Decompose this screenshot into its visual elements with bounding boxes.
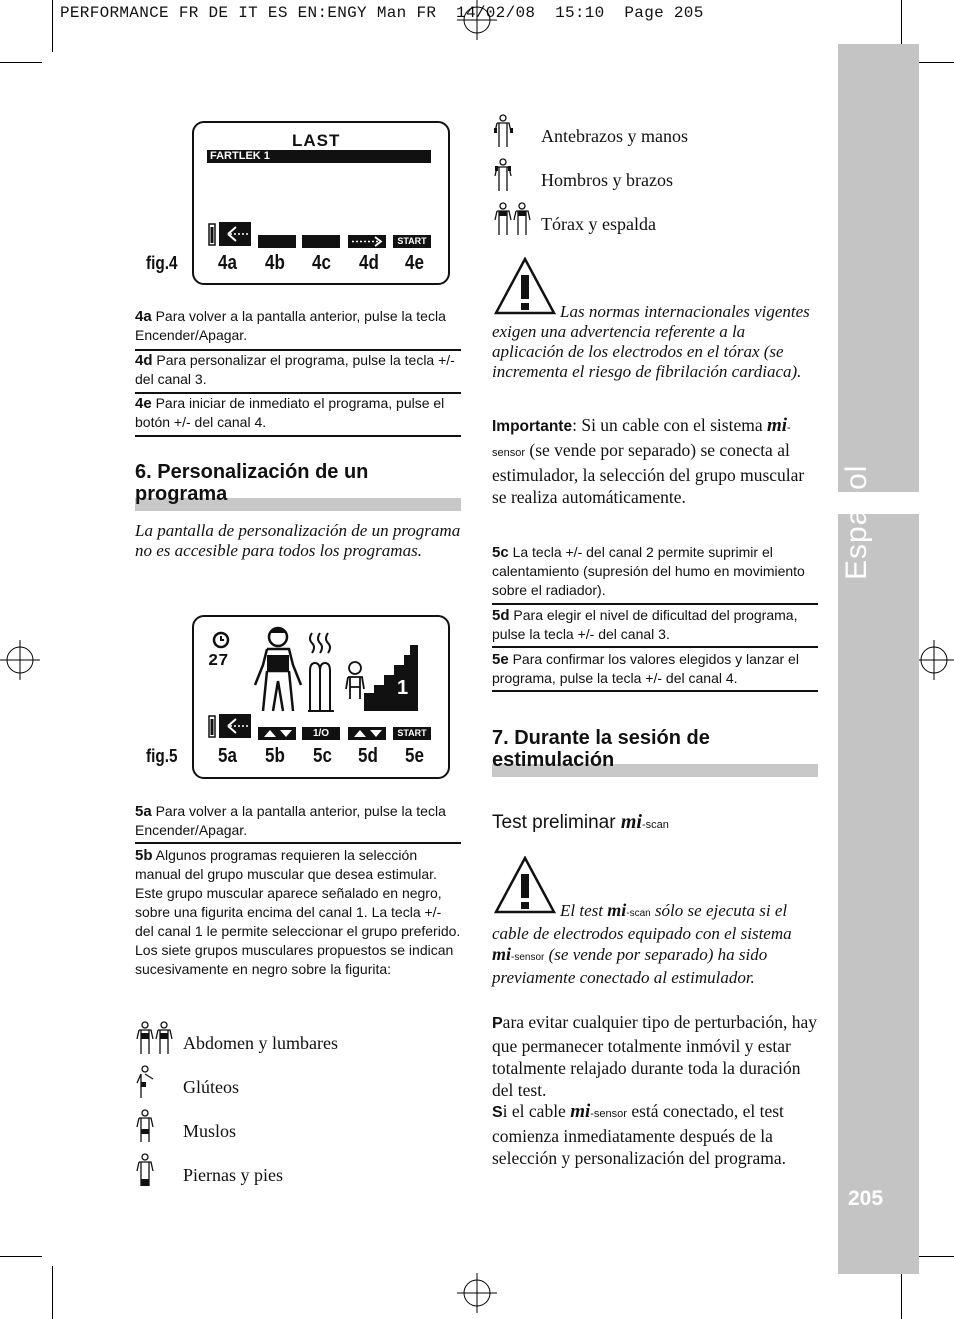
section-7-heading: 7. Durante la sesión de estimulación xyxy=(492,727,710,771)
abdomen-lumbar-icon xyxy=(136,1021,174,1055)
body-figure-icon xyxy=(249,625,307,713)
note-5b: 5b Algunos programas requieren la selección manual del grupo muscular que desea estimular. Este grupo muscular aparece señalado en negro, sobre una figurita encima del canal 1. La tecla +/- del canal 1 le permite seleccionar el grupo preferido. Los siete grupos musculares propuestos se indican sucesivamente en negro sobre la figurita: xyxy=(135,847,461,977)
key-label-4c: 4c xyxy=(312,252,331,274)
muscle-group-label: Tórax y espalda xyxy=(541,214,656,234)
page-number: 205 xyxy=(848,1187,884,1210)
key-label-5b: 5b xyxy=(265,745,285,767)
difficulty-level-icon xyxy=(364,645,418,711)
paragraph-avoid-disturbance: Para evitar cualquier tipo de perturbación, hay que permanecer totalmente inmóvil y estar totalmente relajado durante toda la duración del test. xyxy=(492,1012,818,1100)
lcd-key-bar xyxy=(258,235,296,248)
section-6-heading: 6. Personalización de un programa xyxy=(135,461,369,505)
warning-thorax-text: Las normas internacionales vigentes exigen una advertencia referente a la aplicación de los electrodos en el tórax (se incrementa el riesgo de fibrilación cardiaca). xyxy=(492,302,810,381)
note-5c: 5c La tecla +/- del canal 2 permite suprimir el calentamiento (supresión del humo en movimiento sobre el radiador). xyxy=(492,544,805,598)
key-label-5c: 5c xyxy=(313,745,332,767)
small-person-icon xyxy=(344,661,366,701)
lcd-start-key: START xyxy=(393,727,431,740)
registration-mark-icon xyxy=(914,640,954,680)
thighs-icon xyxy=(136,1109,156,1143)
note-5e: 5e Para confirmar los valores elegidos y lanzar el programa, pulse la tecla +/- del canal 4. xyxy=(492,651,799,686)
muscle-group-label: Antebrazos y manos xyxy=(541,126,688,146)
muscle-group-label: Abdomen y lumbares xyxy=(183,1033,338,1053)
note-4a: 4a Para volver a la pantalla anterior, pulse la tecla Encender/Apagar. xyxy=(135,308,446,343)
divider xyxy=(135,842,461,844)
crop-mark xyxy=(52,1266,53,1319)
muscle-group-label: Muslos xyxy=(183,1121,237,1141)
key-label-4b: 4b xyxy=(265,252,285,274)
registration-mark-icon xyxy=(457,0,497,40)
registration-mark-icon xyxy=(457,1273,497,1313)
glutes-icon xyxy=(136,1065,156,1099)
muscle-group-label: Glúteos xyxy=(183,1077,239,1097)
print-header: PERFORMANCE FR DE IT ES EN:ENGY Man FR 14/02/08 15:10 Page 205 xyxy=(60,4,704,22)
divider xyxy=(492,690,818,692)
forward-arrow-icon xyxy=(348,235,386,248)
up-down-arrows-icon xyxy=(258,727,296,740)
lcd-key-bar xyxy=(302,235,340,248)
note-4d: 4d Para personalizar el programa, pulse la tecla +/- del canal 3. xyxy=(135,352,455,387)
test-preliminar-subheading: Test preliminar mi-scan xyxy=(492,811,669,833)
key-label-4d: 4d xyxy=(359,252,379,274)
fig4-label: fig.4 xyxy=(146,253,178,273)
lcd-program-name: FARTLEK 1 xyxy=(210,150,270,162)
paragraph-sensor-connected: Si el cable mi-sensor está conectado, el test comienza inmediatamente después de la selección y personalización del programa. xyxy=(492,1101,786,1168)
key-label-5a: 5a xyxy=(218,745,237,767)
lcd-io-key: 1/O xyxy=(302,727,340,740)
key-label-5e: 5e xyxy=(405,745,424,767)
fig5-label: fig.5 xyxy=(146,746,178,766)
lcd-time: 27 xyxy=(208,652,229,671)
chest-back-icon xyxy=(494,202,532,236)
back-arrow-icon xyxy=(208,713,252,739)
crop-mark xyxy=(52,0,53,52)
lcd-title: LAST xyxy=(292,131,341,150)
shoulders-arms-icon xyxy=(494,158,514,192)
up-down-arrows-icon xyxy=(348,727,386,740)
language-side-tab xyxy=(838,44,919,1274)
language-label: Español xyxy=(840,464,873,580)
legs-feet-icon xyxy=(136,1153,156,1187)
radiator-heat-icon xyxy=(306,631,336,713)
forearms-hands-icon xyxy=(494,114,514,148)
registration-mark-icon xyxy=(0,640,40,680)
muscle-group-label: Hombros y brazos xyxy=(541,170,673,190)
crop-mark xyxy=(0,62,42,63)
key-label-4a: 4a xyxy=(218,252,237,274)
divider xyxy=(492,646,818,648)
muscle-group-label: Piernas y pies xyxy=(183,1165,283,1185)
key-label-4e: 4e xyxy=(405,252,424,274)
clock-icon xyxy=(212,631,230,649)
note-5d: 5d Para elegir el nivel de dificultad del programa, pulse la tecla +/- del canal 3. xyxy=(492,607,798,642)
note-4e: 4e Para iniciar de inmediato el programa, pulse el botón +/- del canal 4. xyxy=(135,395,445,430)
divider xyxy=(135,435,461,437)
lcd-level: 1 xyxy=(397,677,409,699)
crop-mark xyxy=(0,1256,42,1257)
section-6-intro: La pantalla de personalización de un programa no es accesible para todos los programas. xyxy=(135,521,461,560)
warning-scan-text: El test mi-scan sólo se ejecuta si el cable de electrodos equipado con el sistema mi-sensor (se vende por separado) ha sido previamente conectado al estimulador. xyxy=(492,900,792,987)
divider xyxy=(492,603,818,605)
language-label-wrap xyxy=(830,464,930,610)
importante-paragraph: Importante: Si un cable con el sistema mi-sensor (se vende por separado) se conecta al estimulador, la selección del grupo muscular se realiza automáticamente. xyxy=(492,415,805,507)
key-label-5d: 5d xyxy=(358,745,378,767)
note-5a: 5a Para volver a la pantalla anterior, pulse la tecla Encender/Apagar. xyxy=(135,803,446,838)
lcd-start-key: START xyxy=(393,235,431,248)
back-arrow-icon xyxy=(208,221,252,247)
